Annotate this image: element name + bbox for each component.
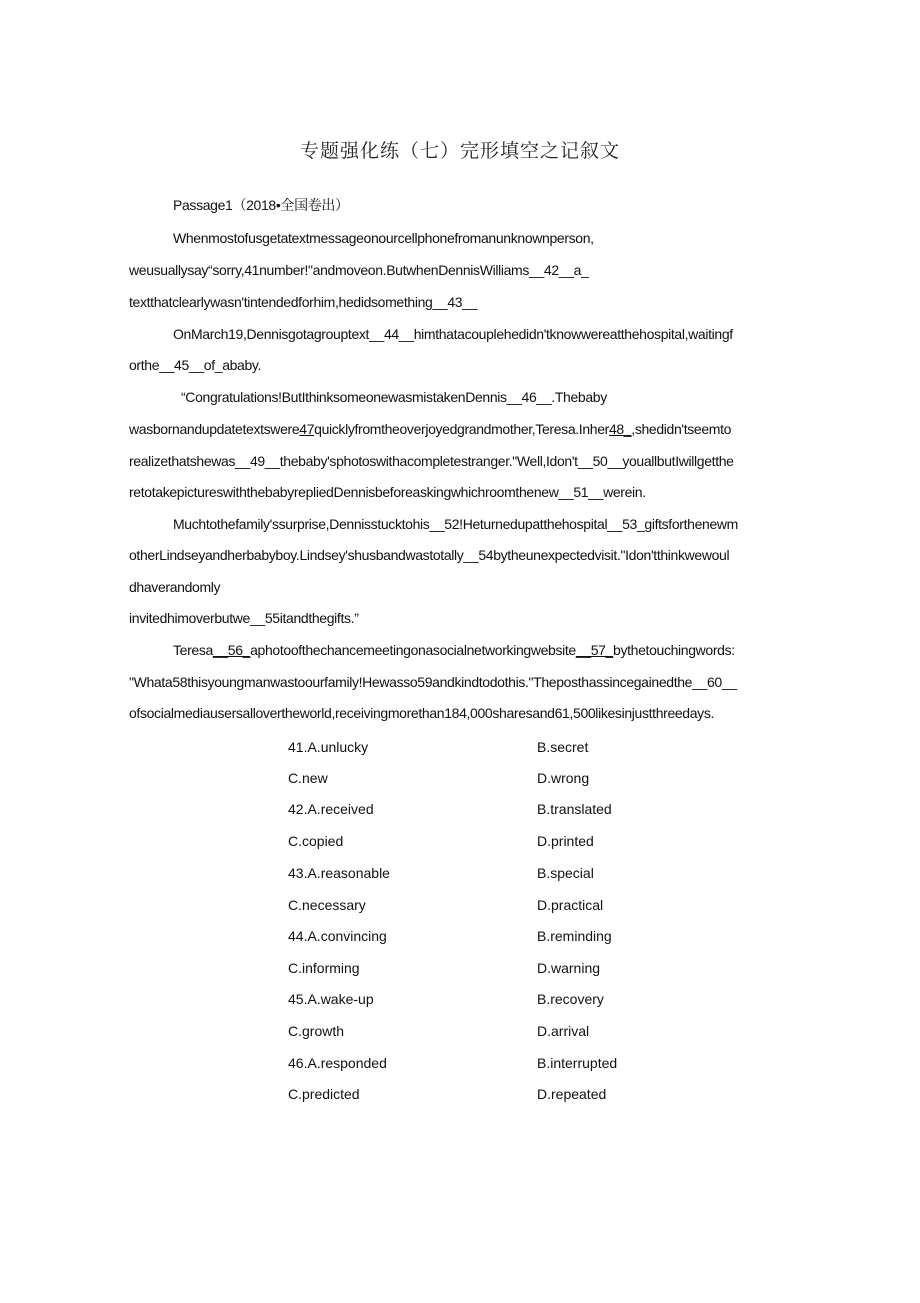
option-choice: D.printed [537,833,594,849]
passage-line: Muchtothefamily'ssurprise,Dennisstucktohis__52!Heturnedupatthehospital__53_giftsforthenewm [173,516,738,532]
passage-line: Whenmostofusgetatextmessageonourcellphonefromanunknownperson, [173,230,594,246]
option-choice: B.reminding [537,928,612,944]
option-choice: C.predicted [288,1086,360,1102]
option-choice: 44.A.convincing [288,928,387,944]
option-choice: 43.A.reasonable [288,865,390,881]
option-choice: D.arrival [537,1023,590,1039]
passage-line: retotakepictureswiththebabyrepliedDennisbeforeaskingwhichroomthenew__51__werein. [129,484,646,500]
passage-text: quicklyfromtheoverjoyedgrandmother,Teresa.Inher [314,421,609,437]
blank-47: 47 [299,421,315,437]
option-choice: D.warning [537,960,601,976]
option-choice: 45.A.wake-up [288,991,374,1007]
passage-text: aphotoofthechancemeetingonasocialnetworkingwebsite [250,642,576,658]
blank-57: __57_ [575,642,614,658]
passage-line: "Whata58thisyoungmanwastoourfamily!Hewasso59andkindtodothis."Theposthassincegainedthe__60__ [129,674,737,690]
option-choice: D.practical [537,897,604,913]
passage-line [129,420,731,438]
option-choice: B.special [537,865,594,881]
passage-line: dhaverandomly [129,579,221,595]
passage-line: otherLindseyandherbabyboy.Lindsey'shusbandwastotally__54bytheunexpectedvisit."Idon'tthinkwewoul [129,547,730,563]
passage-line: weusuallysay“sorry,41number!"andmoveon.ButwhenDennisWilliams__42__a_ [129,262,589,278]
passage-text: ,shedidn'tseemto [631,421,732,437]
option-choice: 41.A.unlucky [288,739,369,755]
passage-text: Teresa [173,642,213,658]
page-title: 专题强化练（七）完形填空之记叙文 [299,140,620,162]
passage-line: realizethatshewas__49__thebaby'sphotoswithacompletestranger."Well,Idon't__50__youallbutIwillgetthe [129,453,734,469]
option-choice: C.informing [288,960,360,976]
option-choice: C.growth [288,1023,345,1039]
passage-line: “Congratulations!ButIthinksomeonewasmistakenDennis__46__.Thebaby [181,389,607,405]
option-choice: C.new [288,770,328,786]
passage-line: OnMarch19,Dennisgotagrouptext__44__himthatacouplehedidn'tknowwereatthehospital,waitingf [173,326,733,342]
passage-text: wasbornandupdatetextswere [129,421,300,437]
option-choice: B.recovery [537,991,604,1007]
passage-line: textthatclearlywasn'tintendedforhim,hedidsomething__43__ [129,294,478,310]
option-choice: D.repeated [537,1086,607,1102]
option-choice: D.wrong [537,770,590,786]
option-choice: B.secret [537,739,589,755]
passage-line: ofsocialmediausersallovertheworld,receivingmorethan184,000sharesand61,500likesinjustthreedays. [129,705,715,721]
blank-48: 48_ [608,421,632,437]
option-choice: C.necessary [288,897,366,913]
option-choice: 42.A.received [288,801,374,817]
blank-56: __56_ [212,642,251,658]
passage-heading: Passage1（2018•全国卷出） [173,197,349,213]
option-choice: C.copied [288,833,344,849]
option-choice: 46.A.responded [288,1055,387,1071]
passage-line: orthe__45__of_ababy. [129,357,262,373]
passage-line [173,641,735,659]
option-choice: B.translated [537,801,612,817]
option-choice: B.interrupted [537,1055,618,1071]
passage-line: invitedhimoverbutwe__55itandthegifts.” [129,610,359,626]
passage-text: bythetouchingwords: [613,642,735,658]
